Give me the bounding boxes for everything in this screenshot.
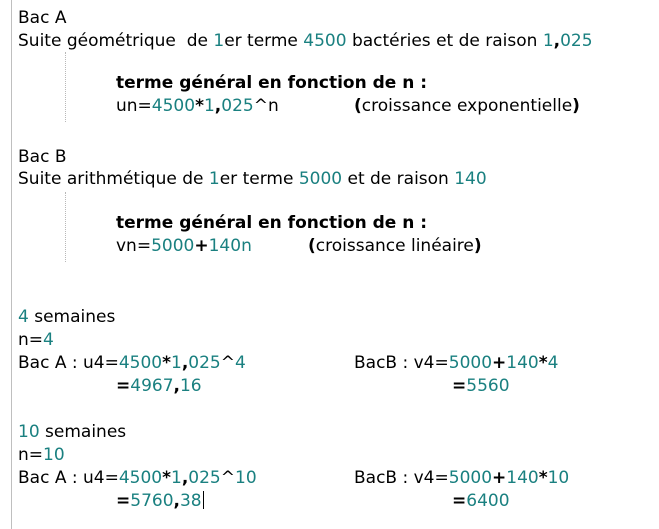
number-run: 4500 — [118, 468, 163, 488]
number-run: 140 — [506, 353, 539, 373]
bac-a-general-term-label: terme général en fonction de n : — [116, 73, 428, 93]
paren: ( — [308, 236, 316, 256]
number-run: 16 — [179, 376, 202, 396]
week10-bac-a-calc — [18, 467, 257, 489]
number-run: 1 — [203, 96, 215, 116]
tab-guide-2 — [65, 192, 66, 262]
text-run: un= — [116, 96, 152, 116]
bac-a-description — [18, 30, 593, 52]
text-run: + — [492, 468, 507, 488]
number-run: 10 — [18, 422, 40, 442]
number-run: 1 — [208, 169, 220, 189]
text-run: er terme — [224, 31, 304, 51]
text-run: , — [553, 31, 561, 51]
week4-bac-a-calc — [18, 352, 246, 374]
paren: ( — [354, 96, 362, 116]
number-run: 140 — [208, 236, 242, 256]
text-run: BacB : v4= — [354, 353, 449, 373]
number-run: 5000 — [151, 236, 195, 256]
bac-b-growth-note — [308, 235, 482, 257]
number-run: 140 — [506, 468, 539, 488]
text-run: semaines — [39, 422, 127, 442]
paren: ) — [572, 96, 580, 116]
text-run: n= — [18, 445, 44, 465]
week4-bac-b-result — [452, 375, 510, 397]
text-run: * — [538, 353, 548, 373]
text-run: vn= — [116, 236, 152, 256]
number-run: 10 — [547, 468, 570, 488]
bac-b-description — [18, 168, 487, 190]
number-run: 4 — [547, 353, 559, 373]
tab-guide-1 — [65, 52, 66, 122]
number-run: 1 — [171, 353, 182, 373]
number-run: 4 — [235, 353, 246, 373]
number-run: 6400 — [466, 491, 510, 511]
text-run: * — [162, 353, 171, 373]
text-run: , — [173, 491, 180, 511]
number-run: 4500 — [118, 353, 163, 373]
text-run: er terme — [219, 169, 299, 189]
week10-n-value — [18, 444, 65, 466]
text-run: , — [181, 353, 189, 373]
week4-bac-b-calc — [354, 352, 558, 374]
week10-bac-a-result — [116, 490, 204, 512]
text-run: n= — [18, 330, 44, 350]
number-run: 1 — [542, 31, 554, 51]
text-run: Bac A : u4= — [18, 353, 119, 373]
number-run: 10 — [235, 468, 257, 488]
text-run: + — [492, 353, 507, 373]
number-run: 4967 — [130, 376, 174, 396]
week4-n-value — [18, 329, 54, 351]
text-run: * — [162, 468, 171, 488]
text-run: et de raison — [342, 169, 455, 189]
number-run: 025 — [188, 353, 221, 373]
number-run: 4500 — [303, 31, 347, 51]
text-run: = — [452, 491, 467, 511]
bac-b-title: Bac B — [18, 147, 67, 167]
week10-heading — [18, 421, 126, 443]
text-run: * — [538, 468, 548, 488]
week10-bac-b-result — [452, 490, 510, 512]
text-run: ^ — [220, 353, 235, 373]
week4-bac-a-result — [116, 375, 202, 397]
number-run: 5000 — [448, 353, 493, 373]
text-run: * — [195, 96, 204, 116]
number-run: 4500 — [151, 96, 196, 116]
number-run: 025 — [188, 468, 221, 488]
bac-a-growth-note — [354, 95, 580, 117]
text-run: , — [173, 376, 180, 396]
paren: ) — [473, 236, 482, 256]
number-run: 025 — [221, 96, 254, 116]
text-run: , — [181, 468, 189, 488]
text-run: = — [116, 376, 131, 396]
text-cursor — [203, 491, 204, 509]
text-run: = — [452, 376, 467, 396]
text-run: = — [116, 491, 131, 511]
number-run: 025 — [560, 31, 593, 51]
number-run: 5560 — [466, 376, 510, 396]
text-run: Suite arithmétique de — [18, 169, 209, 189]
page-left-margin-line — [11, 0, 12, 529]
week10-bac-b-calc — [354, 467, 569, 489]
growth-type: croissance exponentielle — [361, 96, 573, 116]
text-run: semaines — [28, 307, 116, 327]
bac-a-formula — [116, 95, 279, 117]
text-run: , — [214, 96, 222, 116]
number-run: 140 — [454, 169, 487, 189]
number-run: 4 — [18, 307, 29, 327]
number-run: 5760 — [130, 491, 174, 511]
bac-b-formula — [116, 235, 252, 257]
number-run: 5000 — [298, 169, 343, 189]
text-run: Bac A : u4= — [18, 468, 119, 488]
number-run: 1 — [213, 31, 225, 51]
text-run: + — [194, 236, 209, 256]
text-run: BacB : v4= — [354, 468, 449, 488]
text-run: Suite géométrique de — [18, 31, 214, 51]
number-run: 5000 — [448, 468, 493, 488]
number-run: 1 — [171, 468, 182, 488]
number-run: 4 — [43, 330, 54, 350]
text-run: bactéries et de raison — [346, 31, 543, 51]
growth-type: croissance linéaire — [315, 236, 474, 256]
number-run: 38 — [179, 491, 202, 511]
text-run: ^ — [220, 468, 235, 488]
number-run: n — [241, 236, 252, 256]
bac-b-general-term-label: terme général en fonction de n : — [116, 213, 428, 233]
bac-a-title: Bac A — [18, 8, 67, 28]
week4-heading — [18, 306, 115, 328]
text-run: ^n — [253, 96, 279, 116]
number-run: 10 — [43, 445, 65, 465]
